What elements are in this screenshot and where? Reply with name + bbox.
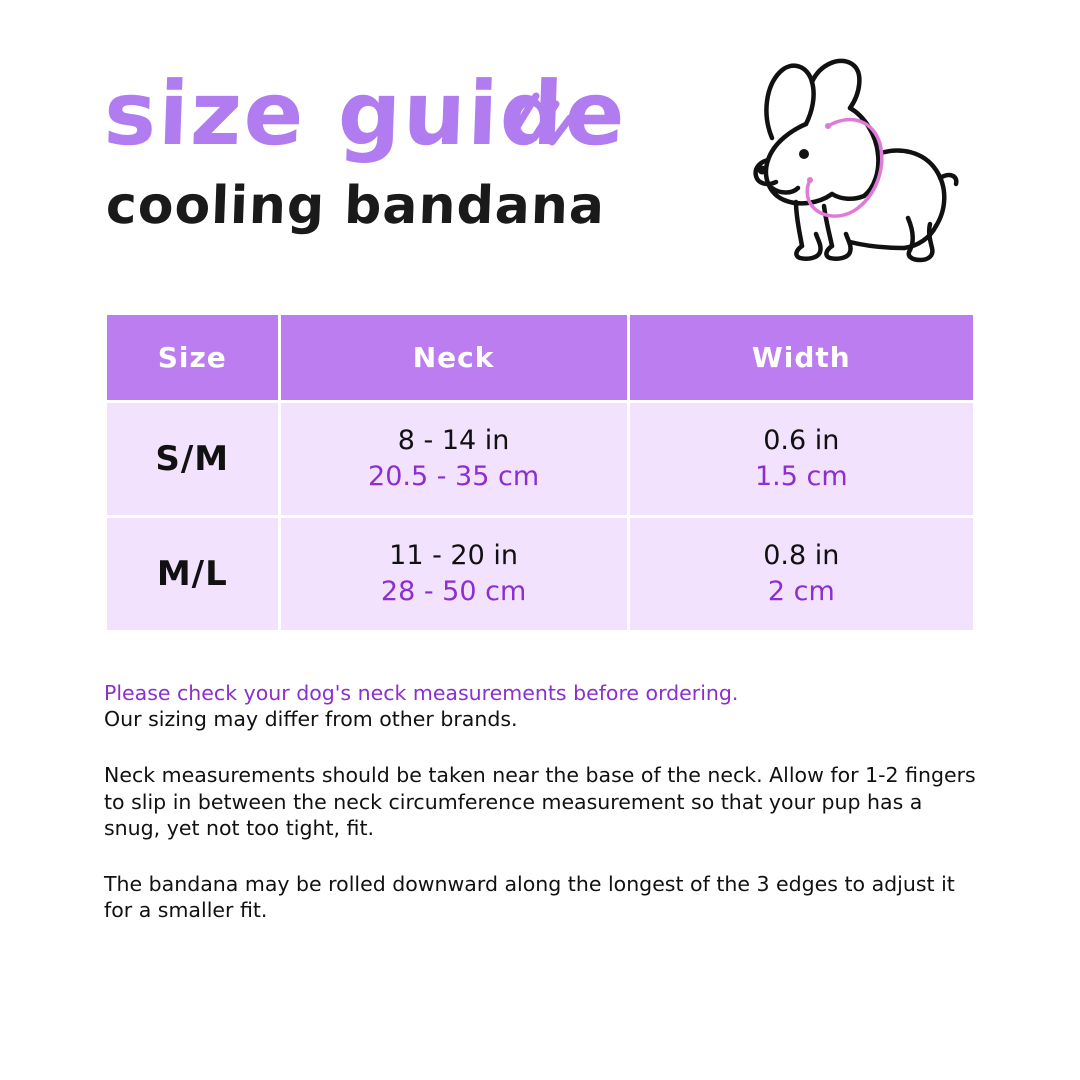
table-row — [107, 518, 973, 630]
row-neck-values — [281, 403, 627, 515]
page-subtitle: cooling bandana — [104, 176, 607, 236]
row-width-values — [630, 403, 973, 515]
title-wrap — [102, 62, 629, 165]
row-width-values — [630, 518, 973, 630]
width-centimeters: 2 cm — [767, 576, 835, 607]
column-header-size: Size — [107, 315, 278, 400]
sparkle-icon — [500, 84, 580, 154]
table-header-row — [107, 315, 973, 400]
column-header-width: Width — [630, 315, 973, 400]
table-row — [107, 403, 973, 515]
row-size-label: M/L — [107, 518, 278, 630]
french-bulldog-illustration — [700, 42, 980, 282]
width-inches: 0.6 in — [763, 424, 840, 456]
width-centimeters: 1.5 cm — [754, 461, 848, 492]
notes-section — [104, 680, 984, 924]
row-size-label: S/M — [107, 403, 278, 515]
neck-inches: 11 - 20 in — [389, 539, 518, 571]
neck-centimeters: 28 - 50 cm — [380, 576, 527, 607]
note-second-line: Our sizing may differ from other brands. — [104, 707, 518, 732]
size-table — [104, 312, 976, 633]
note-accent-line: Please check your dog's neck measurements before ordering. — [104, 681, 739, 705]
page-title: size guide — [102, 62, 629, 165]
note-paragraph-1: Neck measurements should be taken near the base of the neck. Allow for 1-2 fingers to slip in between the neck circumference measurement so that your pup has a snug, yet not too tight, fit. — [104, 763, 976, 840]
note-paragraph-2: The bandana may be rolled downward along the longest of the 3 edges to adjust it for a smaller fit. — [104, 872, 955, 923]
neck-centimeters: 20.5 - 35 cm — [368, 461, 540, 492]
width-inches: 0.8 in — [763, 539, 840, 571]
neck-inches: 8 - 14 in — [397, 424, 510, 456]
row-neck-values — [281, 518, 627, 630]
column-header-neck: Neck — [281, 315, 627, 400]
